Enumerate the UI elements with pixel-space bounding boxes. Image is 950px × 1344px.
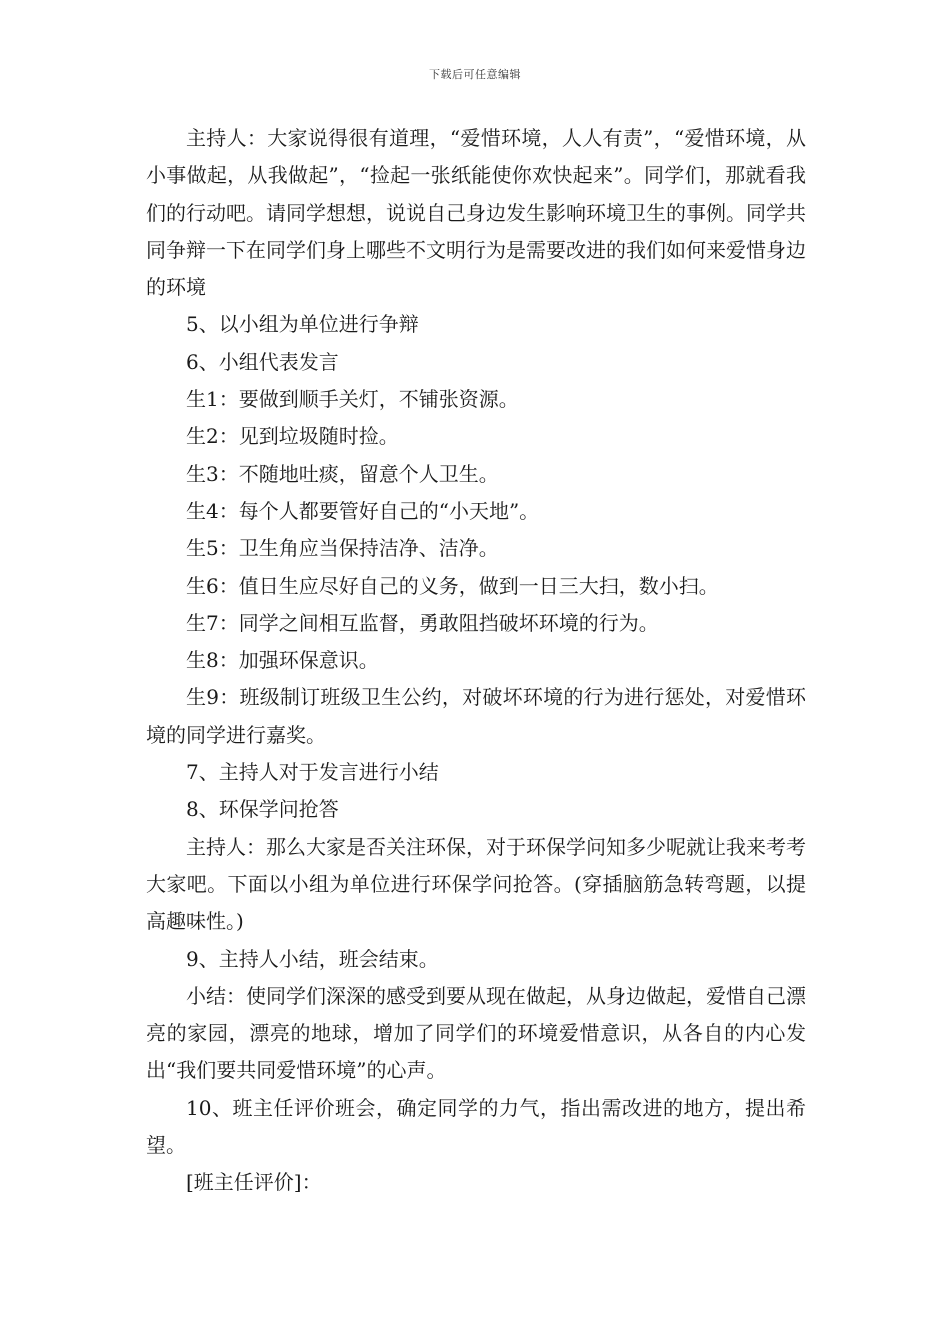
paragraph-student-4: 生4：每个人都要管好自己的“小天地”。 [186,498,540,523]
paragraph-summary: 小结：使同学们深深的感受到要从现在做起，从身边做起，爱惜自己漂亮的家园，漂亮的地球，增加了同学们的环境爱惜意识，从各自的内心发出“我们要共同爱惜环境”的心声。 [146,983,806,1083]
paragraph-student-7: 生7：同学之间相互监督，勇敢阻挡破坏环境的行为。 [186,610,659,635]
paragraph-student-9: 生9：班级制订班级卫生公约，对破坏环境的行为进行惩处，对爱惜环境的同学进行嘉奖。 [146,685,806,747]
paragraph-host-quiz: 主持人：那么大家是否关注环保，对于环保学问知多少呢就让我来考考大家吧。下面以小组为单位进行环保学问抢答。(穿插脑筋急转弯题，以提高趣味性。) [146,834,806,934]
paragraph-step-9: 9、主持人小结，班会结束。 [186,946,439,971]
paragraph-student-1: 生1：要做到顺手关灯，不铺张资源。 [186,387,519,412]
paragraph-step-5: 5、以小组为单位进行争辩 [186,312,419,337]
paragraph-host-intro: 主持人：大家说得很有道理，“爱惜环境，人人有责”，“爱惜环境，从小事做起，从我做起”，“捡起一张纸能使你欢快起来”。同学们，那就看我们的行动吧。请同学想想，说说自己身边发生影响环境卫生的事例。同学共同争辩一下在同学们身上哪些不文明行为是需要改进的我们如何来爱惜身边的环境 [146,126,806,300]
document-body [146,120,806,1202]
paragraph-student-3: 生3：不随地吐痰，留意个人卫生。 [186,461,499,486]
paragraph-step-10: 10、班主任评价班会，确定同学的力气，指出需改进的地方，提出希望。 [146,1095,806,1158]
page-header: 下载后可任意编辑 [429,68,521,81]
paragraph-step-7: 7、主持人对于发言进行小结 [186,760,439,785]
paragraph-step-6: 6、小组代表发言 [186,349,339,374]
paragraph-student-8: 生8：加强环保意识。 [186,648,379,673]
paragraph-step-8: 8、环保学问抢答 [186,797,339,822]
paragraph-student-5: 生5：卫生角应当保持洁净、洁净。 [186,536,499,561]
paragraph-student-2: 生2：见到垃圾随时捡。 [186,424,399,449]
paragraph-teacher-evaluation: [班主任评价]： [186,1170,322,1195]
paragraph-student-6: 生6：值日生应尽好自己的义务，做到一日三大扫，数小扫。 [186,573,719,598]
